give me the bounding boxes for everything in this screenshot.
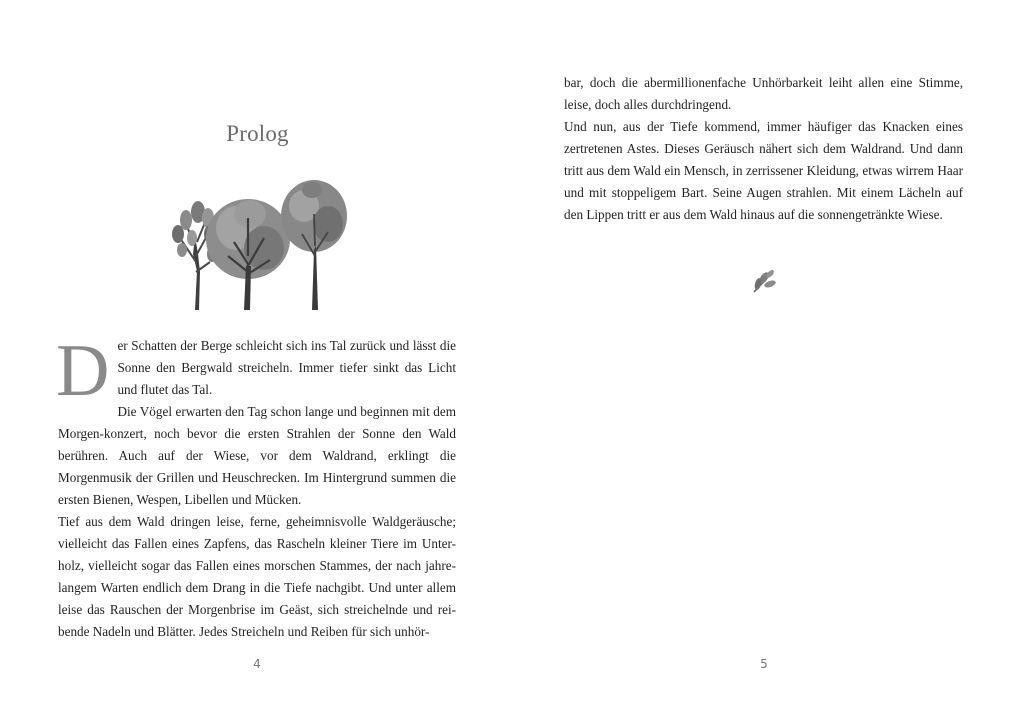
left-body-text (56, 330, 456, 643)
page-number: 5 (760, 657, 768, 671)
trees-illustration (162, 176, 352, 316)
middle-tree (206, 199, 290, 310)
paragraph: bar, doch die abermillionenfache Unhörbarkeit leiht allen eine Stimme, leise, doch alles durchdringend. (564, 75, 963, 112)
right-body-text (564, 72, 963, 226)
drop-cap: D (56, 330, 110, 412)
leaf-ornament-icon (750, 266, 778, 296)
paragraph: er Schatten der Berge schleicht sich ins Tal zurück und lässt die Sonne den Bergwald streicheln. Immer tiefer sinkt das Licht und flutet das Tal. (117, 338, 456, 397)
chapter-title: Prolog (226, 121, 289, 146)
paragraph: Die Vögel erwarten den Tag schon lange und beginnen mit dem Morgen-konzert, noch bevor die ersten Strahlen der Sonne den Wald berühren. Auch auf der Wiese, vor dem Waldrand, erklingt die Morgenmusik der Grillen und Heuschrecken. Im Hintergrund summen die ersten Bienen, Wespen, Libellen und Mücken. (58, 404, 456, 507)
right-tree (281, 180, 347, 310)
paragraph: Tief aus dem Wald dringen leise, ferne, geheimnisvolle Waldgeräusche; vielleicht das Fallen eines Zapfens, das Rascheln kleiner Tiere im Unter-holz, vielleicht sogar das Fallen eines morschen Stammes, der nach jahre-langem Warten endlich dem Drang in die Tiefe nachgibt. Und unter allem leise das Rauschen der Morgenbrise im Geäst, sich streichelnde und rei-bende Nadeln und Blätter. Jedes Streicheln und Reiben für sich unhör- (58, 514, 456, 639)
right-page (510, 0, 1020, 721)
paragraph: Und nun, aus der Tiefe kommend, immer häufiger das Knacken eines zertretenen Astes. Dieses Geräusch nähert sich dem Waldrand. Und dann tritt aus dem Wald ein Mensch, in zerrissener Kleidung, etwas wirrem Haar und mit stoppeligem Bart. Seine Augen strahlen. Mit einem Lächeln auf den Lippen tritt er aus dem Wald hinaus auf die sonnengetränkte Wiese. (564, 119, 963, 222)
page-number: 4 (253, 657, 261, 671)
